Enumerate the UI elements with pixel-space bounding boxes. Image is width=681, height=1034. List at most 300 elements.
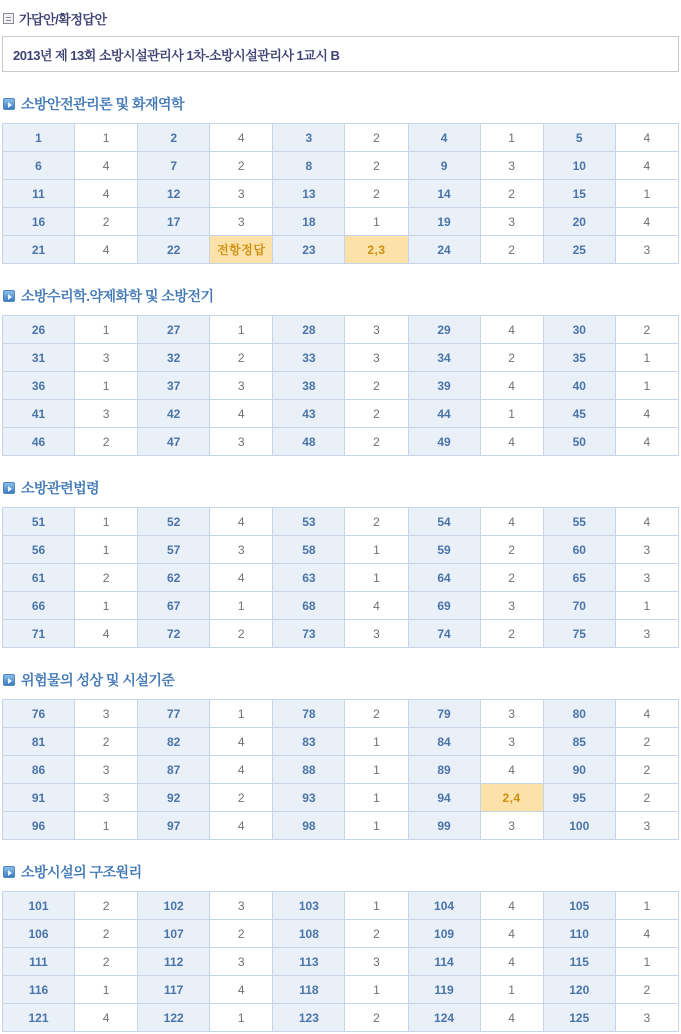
answer-value: 3 bbox=[615, 564, 678, 592]
answer-value: 4 bbox=[74, 152, 137, 180]
question-number: 74 bbox=[408, 620, 480, 648]
question-number: 110 bbox=[543, 920, 615, 948]
section-header bbox=[3, 670, 679, 690]
section-header bbox=[3, 478, 679, 498]
answer-value: 1 bbox=[345, 892, 408, 920]
answer-value: 2 bbox=[480, 536, 543, 564]
answer-value-highlighted: 전항정답 bbox=[210, 236, 273, 264]
answer-value: 2 bbox=[480, 620, 543, 648]
answer-value: 2 bbox=[210, 152, 273, 180]
answer-value: 1 bbox=[74, 124, 137, 152]
question-number: 26 bbox=[3, 316, 75, 344]
question-number: 54 bbox=[408, 508, 480, 536]
answer-value: 2 bbox=[615, 756, 678, 784]
question-number: 7 bbox=[138, 152, 210, 180]
question-number: 31 bbox=[3, 344, 75, 372]
question-number: 121 bbox=[3, 1004, 75, 1032]
question-number: 104 bbox=[408, 892, 480, 920]
question-number: 125 bbox=[543, 1004, 615, 1032]
answer-value: 2 bbox=[74, 948, 137, 976]
question-number: 113 bbox=[273, 948, 345, 976]
answer-value: 4 bbox=[615, 208, 678, 236]
table-row bbox=[3, 620, 679, 648]
answer-value: 2 bbox=[615, 316, 678, 344]
table-row bbox=[3, 756, 679, 784]
answer-value: 1 bbox=[345, 756, 408, 784]
answer-value: 2 bbox=[345, 428, 408, 456]
table-row bbox=[3, 948, 679, 976]
question-number: 38 bbox=[273, 372, 345, 400]
section-title: 소방안전관리론 및 화재역학 bbox=[21, 96, 185, 112]
question-number: 102 bbox=[138, 892, 210, 920]
answer-value: 3 bbox=[74, 344, 137, 372]
answer-value: 4 bbox=[615, 508, 678, 536]
answer-value: 2 bbox=[210, 344, 273, 372]
answer-table bbox=[2, 891, 679, 1032]
question-number: 48 bbox=[273, 428, 345, 456]
question-number: 3 bbox=[273, 124, 345, 152]
question-number: 91 bbox=[3, 784, 75, 812]
answer-value: 1 bbox=[74, 372, 137, 400]
answer-value: 3 bbox=[480, 812, 543, 840]
answer-value: 2 bbox=[615, 976, 678, 1004]
answer-value: 1 bbox=[345, 976, 408, 1004]
table-row bbox=[3, 564, 679, 592]
answer-value: 3 bbox=[480, 592, 543, 620]
answer-value: 4 bbox=[480, 316, 543, 344]
answer-value: 3 bbox=[210, 428, 273, 456]
answer-value: 3 bbox=[74, 700, 137, 728]
question-number: 47 bbox=[138, 428, 210, 456]
answer-value: 1 bbox=[480, 124, 543, 152]
answer-value: 1 bbox=[74, 316, 137, 344]
question-number: 25 bbox=[543, 236, 615, 264]
answer-value: 2 bbox=[74, 920, 137, 948]
question-number: 93 bbox=[273, 784, 345, 812]
answer-value: 2 bbox=[480, 344, 543, 372]
question-number: 13 bbox=[273, 180, 345, 208]
answer-value: 2 bbox=[74, 428, 137, 456]
table-row bbox=[3, 236, 679, 264]
question-number: 56 bbox=[3, 536, 75, 564]
question-number: 15 bbox=[543, 180, 615, 208]
answer-value: 4 bbox=[210, 124, 273, 152]
answer-value: 4 bbox=[615, 124, 678, 152]
question-number: 33 bbox=[273, 344, 345, 372]
answer-value: 3 bbox=[345, 316, 408, 344]
answer-value: 3 bbox=[210, 892, 273, 920]
answer-value: 3 bbox=[74, 756, 137, 784]
answer-value: 3 bbox=[480, 152, 543, 180]
table-row bbox=[3, 208, 679, 236]
answer-value: 4 bbox=[480, 428, 543, 456]
answer-value: 4 bbox=[615, 152, 678, 180]
section-title: 위험물의 성상 및 시설기준 bbox=[21, 672, 175, 688]
answer-value: 3 bbox=[74, 784, 137, 812]
question-number: 35 bbox=[543, 344, 615, 372]
answer-value: 1 bbox=[345, 536, 408, 564]
question-number: 46 bbox=[3, 428, 75, 456]
question-number: 79 bbox=[408, 700, 480, 728]
answer-value: 4 bbox=[210, 756, 273, 784]
question-number: 45 bbox=[543, 400, 615, 428]
table-row bbox=[3, 344, 679, 372]
question-number: 36 bbox=[3, 372, 75, 400]
question-number: 58 bbox=[273, 536, 345, 564]
question-number: 124 bbox=[408, 1004, 480, 1032]
table-row bbox=[3, 152, 679, 180]
question-number: 116 bbox=[3, 976, 75, 1004]
answer-value: 1 bbox=[210, 700, 273, 728]
question-number: 109 bbox=[408, 920, 480, 948]
table-row bbox=[3, 892, 679, 920]
answer-value: 3 bbox=[615, 236, 678, 264]
answer-value: 4 bbox=[74, 180, 137, 208]
table-row bbox=[3, 124, 679, 152]
section-header bbox=[3, 862, 679, 882]
answer-value: 2 bbox=[615, 784, 678, 812]
answer-value: 3 bbox=[210, 372, 273, 400]
question-number: 120 bbox=[543, 976, 615, 1004]
answer-value: 4 bbox=[480, 892, 543, 920]
answer-value: 4 bbox=[480, 756, 543, 784]
question-number: 69 bbox=[408, 592, 480, 620]
question-number: 60 bbox=[543, 536, 615, 564]
question-number: 72 bbox=[138, 620, 210, 648]
answer-value: 3 bbox=[480, 208, 543, 236]
answer-value: 1 bbox=[615, 948, 678, 976]
question-number: 108 bbox=[273, 920, 345, 948]
answer-table bbox=[2, 123, 679, 264]
blue-arrow-icon bbox=[3, 482, 15, 494]
question-number: 82 bbox=[138, 728, 210, 756]
answer-value: 1 bbox=[480, 976, 543, 1004]
answer-value: 3 bbox=[615, 536, 678, 564]
answer-value: 1 bbox=[615, 892, 678, 920]
question-number: 20 bbox=[543, 208, 615, 236]
question-number: 53 bbox=[273, 508, 345, 536]
answer-value: 2 bbox=[615, 728, 678, 756]
question-number: 71 bbox=[3, 620, 75, 648]
answer-value: 2 bbox=[345, 700, 408, 728]
answer-value: 3 bbox=[210, 948, 273, 976]
table-row bbox=[3, 784, 679, 812]
question-number: 23 bbox=[273, 236, 345, 264]
list-icon bbox=[3, 13, 14, 24]
question-number: 63 bbox=[273, 564, 345, 592]
question-number: 42 bbox=[138, 400, 210, 428]
answer-value: 4 bbox=[615, 920, 678, 948]
question-number: 29 bbox=[408, 316, 480, 344]
question-number: 14 bbox=[408, 180, 480, 208]
question-number: 18 bbox=[273, 208, 345, 236]
table-row bbox=[3, 316, 679, 344]
question-number: 62 bbox=[138, 564, 210, 592]
table-row bbox=[3, 508, 679, 536]
answer-value: 1 bbox=[345, 728, 408, 756]
answer-value: 4 bbox=[210, 564, 273, 592]
question-number: 12 bbox=[138, 180, 210, 208]
blue-arrow-icon bbox=[3, 98, 15, 110]
exam-title-box bbox=[2, 36, 679, 72]
answer-value: 1 bbox=[480, 400, 543, 428]
answer-value: 2 bbox=[210, 784, 273, 812]
answer-value: 4 bbox=[210, 976, 273, 1004]
question-number: 44 bbox=[408, 400, 480, 428]
answer-value: 4 bbox=[480, 508, 543, 536]
answer-value-highlighted: 2,4 bbox=[480, 784, 543, 812]
question-number: 67 bbox=[138, 592, 210, 620]
answer-value: 3 bbox=[345, 344, 408, 372]
question-number: 81 bbox=[3, 728, 75, 756]
question-number: 119 bbox=[408, 976, 480, 1004]
blue-arrow-icon bbox=[3, 866, 15, 878]
question-number: 32 bbox=[138, 344, 210, 372]
answer-value: 1 bbox=[210, 316, 273, 344]
answer-value: 2 bbox=[74, 564, 137, 592]
question-number: 80 bbox=[543, 700, 615, 728]
question-number: 55 bbox=[543, 508, 615, 536]
answer-value: 3 bbox=[74, 400, 137, 428]
question-number: 78 bbox=[273, 700, 345, 728]
answer-table bbox=[2, 507, 679, 648]
question-number: 2 bbox=[138, 124, 210, 152]
answer-value: 3 bbox=[615, 620, 678, 648]
question-number: 17 bbox=[138, 208, 210, 236]
question-number: 114 bbox=[408, 948, 480, 976]
answer-value: 4 bbox=[210, 812, 273, 840]
question-number: 40 bbox=[543, 372, 615, 400]
question-number: 97 bbox=[138, 812, 210, 840]
section-title: 소방관련법령 bbox=[21, 480, 100, 496]
question-number: 105 bbox=[543, 892, 615, 920]
question-number: 101 bbox=[3, 892, 75, 920]
question-number: 19 bbox=[408, 208, 480, 236]
question-number: 61 bbox=[3, 564, 75, 592]
question-number: 65 bbox=[543, 564, 615, 592]
answer-value: 4 bbox=[480, 1004, 543, 1032]
question-number: 87 bbox=[138, 756, 210, 784]
section-header bbox=[3, 94, 679, 114]
answer-value: 4 bbox=[210, 400, 273, 428]
answer-value: 1 bbox=[345, 812, 408, 840]
answer-value: 4 bbox=[480, 948, 543, 976]
question-number: 11 bbox=[3, 180, 75, 208]
answer-value: 4 bbox=[74, 1004, 137, 1032]
question-number: 76 bbox=[3, 700, 75, 728]
question-number: 111 bbox=[3, 948, 75, 976]
answer-value: 1 bbox=[74, 592, 137, 620]
question-number: 92 bbox=[138, 784, 210, 812]
answer-value: 3 bbox=[210, 180, 273, 208]
answer-value: 4 bbox=[480, 372, 543, 400]
question-number: 98 bbox=[273, 812, 345, 840]
question-number: 39 bbox=[408, 372, 480, 400]
question-number: 4 bbox=[408, 124, 480, 152]
exam-title: 2013년 제 13회 소방시설관리사 1차-소방시설관리사 1교시 B bbox=[13, 48, 340, 63]
answer-value: 2 bbox=[345, 920, 408, 948]
answer-value: 2 bbox=[345, 180, 408, 208]
question-number: 52 bbox=[138, 508, 210, 536]
question-number: 83 bbox=[273, 728, 345, 756]
question-number: 28 bbox=[273, 316, 345, 344]
answer-value: 2 bbox=[74, 892, 137, 920]
question-number: 107 bbox=[138, 920, 210, 948]
answer-value: 1 bbox=[74, 976, 137, 1004]
answer-value: 3 bbox=[210, 536, 273, 564]
answer-value: 4 bbox=[210, 508, 273, 536]
question-number: 94 bbox=[408, 784, 480, 812]
question-number: 68 bbox=[273, 592, 345, 620]
answer-value: 2 bbox=[74, 728, 137, 756]
answer-value: 4 bbox=[345, 592, 408, 620]
answer-value: 2 bbox=[345, 152, 408, 180]
section-header bbox=[3, 286, 679, 306]
question-number: 90 bbox=[543, 756, 615, 784]
answer-value: 2 bbox=[345, 508, 408, 536]
blue-arrow-icon bbox=[3, 290, 15, 302]
table-row bbox=[3, 700, 679, 728]
answer-value: 2 bbox=[74, 208, 137, 236]
question-number: 73 bbox=[273, 620, 345, 648]
question-number: 43 bbox=[273, 400, 345, 428]
answer-value: 1 bbox=[74, 536, 137, 564]
answer-value: 1 bbox=[615, 592, 678, 620]
answer-value: 2 bbox=[480, 564, 543, 592]
question-number: 9 bbox=[408, 152, 480, 180]
answer-table bbox=[2, 699, 679, 840]
question-number: 57 bbox=[138, 536, 210, 564]
question-number: 115 bbox=[543, 948, 615, 976]
answer-value: 1 bbox=[345, 564, 408, 592]
question-number: 95 bbox=[543, 784, 615, 812]
answer-value: 4 bbox=[615, 400, 678, 428]
answer-value: 3 bbox=[615, 1004, 678, 1032]
section-title: 소방시설의 구조원리 bbox=[21, 864, 142, 880]
question-number: 66 bbox=[3, 592, 75, 620]
answer-value: 4 bbox=[480, 920, 543, 948]
blue-arrow-icon bbox=[3, 674, 15, 686]
question-number: 77 bbox=[138, 700, 210, 728]
answer-value: 1 bbox=[615, 180, 678, 208]
question-number: 70 bbox=[543, 592, 615, 620]
question-number: 88 bbox=[273, 756, 345, 784]
question-number: 64 bbox=[408, 564, 480, 592]
question-number: 86 bbox=[3, 756, 75, 784]
answer-value: 3 bbox=[480, 728, 543, 756]
question-number: 84 bbox=[408, 728, 480, 756]
answer-value: 2 bbox=[345, 372, 408, 400]
table-row bbox=[3, 180, 679, 208]
table-row bbox=[3, 592, 679, 620]
question-number: 122 bbox=[138, 1004, 210, 1032]
answer-value: 4 bbox=[615, 428, 678, 456]
question-number: 24 bbox=[408, 236, 480, 264]
page-header bbox=[3, 9, 679, 28]
question-number: 117 bbox=[138, 976, 210, 1004]
question-number: 51 bbox=[3, 508, 75, 536]
answer-sections bbox=[2, 94, 679, 1032]
question-number: 34 bbox=[408, 344, 480, 372]
question-number: 89 bbox=[408, 756, 480, 784]
answer-value: 1 bbox=[74, 508, 137, 536]
table-row bbox=[3, 920, 679, 948]
answer-value-highlighted: 2,3 bbox=[345, 236, 408, 264]
table-row bbox=[3, 1004, 679, 1032]
question-number: 103 bbox=[273, 892, 345, 920]
answer-value: 2 bbox=[210, 920, 273, 948]
answer-value: 4 bbox=[74, 236, 137, 264]
answer-value: 1 bbox=[615, 372, 678, 400]
question-number: 123 bbox=[273, 1004, 345, 1032]
answer-value: 3 bbox=[345, 948, 408, 976]
table-row bbox=[3, 812, 679, 840]
section-title: 소방수리학.약제화학 및 소방전기 bbox=[21, 288, 214, 304]
question-number: 85 bbox=[543, 728, 615, 756]
page-title: 가답안/확정답안 bbox=[19, 12, 107, 27]
question-number: 10 bbox=[543, 152, 615, 180]
question-number: 112 bbox=[138, 948, 210, 976]
table-row bbox=[3, 372, 679, 400]
question-number: 99 bbox=[408, 812, 480, 840]
question-number: 16 bbox=[3, 208, 75, 236]
table-row bbox=[3, 728, 679, 756]
answer-value: 4 bbox=[74, 620, 137, 648]
question-number: 49 bbox=[408, 428, 480, 456]
question-number: 6 bbox=[3, 152, 75, 180]
answer-value: 1 bbox=[210, 1004, 273, 1032]
question-number: 41 bbox=[3, 400, 75, 428]
question-number: 21 bbox=[3, 236, 75, 264]
question-number: 27 bbox=[138, 316, 210, 344]
question-number: 37 bbox=[138, 372, 210, 400]
question-number: 96 bbox=[3, 812, 75, 840]
question-number: 5 bbox=[543, 124, 615, 152]
question-number: 30 bbox=[543, 316, 615, 344]
answer-value: 2 bbox=[480, 180, 543, 208]
question-number: 50 bbox=[543, 428, 615, 456]
question-number: 75 bbox=[543, 620, 615, 648]
answer-value: 1 bbox=[615, 344, 678, 372]
answer-value: 2 bbox=[480, 236, 543, 264]
answer-value: 1 bbox=[210, 592, 273, 620]
answer-value: 2 bbox=[345, 124, 408, 152]
question-number: 1 bbox=[3, 124, 75, 152]
question-number: 59 bbox=[408, 536, 480, 564]
answer-value: 3 bbox=[345, 620, 408, 648]
table-row bbox=[3, 400, 679, 428]
question-number: 100 bbox=[543, 812, 615, 840]
answer-value: 2 bbox=[345, 400, 408, 428]
answer-value: 2 bbox=[210, 620, 273, 648]
question-number: 118 bbox=[273, 976, 345, 1004]
answer-value: 3 bbox=[615, 812, 678, 840]
answer-value: 4 bbox=[210, 728, 273, 756]
question-number: 22 bbox=[138, 236, 210, 264]
answer-value: 2 bbox=[345, 1004, 408, 1032]
table-row bbox=[3, 536, 679, 564]
answer-value: 1 bbox=[345, 784, 408, 812]
answer-value: 3 bbox=[480, 700, 543, 728]
question-number: 8 bbox=[273, 152, 345, 180]
table-row bbox=[3, 428, 679, 456]
answer-value: 1 bbox=[74, 812, 137, 840]
answer-value: 1 bbox=[345, 208, 408, 236]
answer-value: 3 bbox=[210, 208, 273, 236]
answer-table bbox=[2, 315, 679, 456]
table-row bbox=[3, 976, 679, 1004]
answer-value: 4 bbox=[615, 700, 678, 728]
